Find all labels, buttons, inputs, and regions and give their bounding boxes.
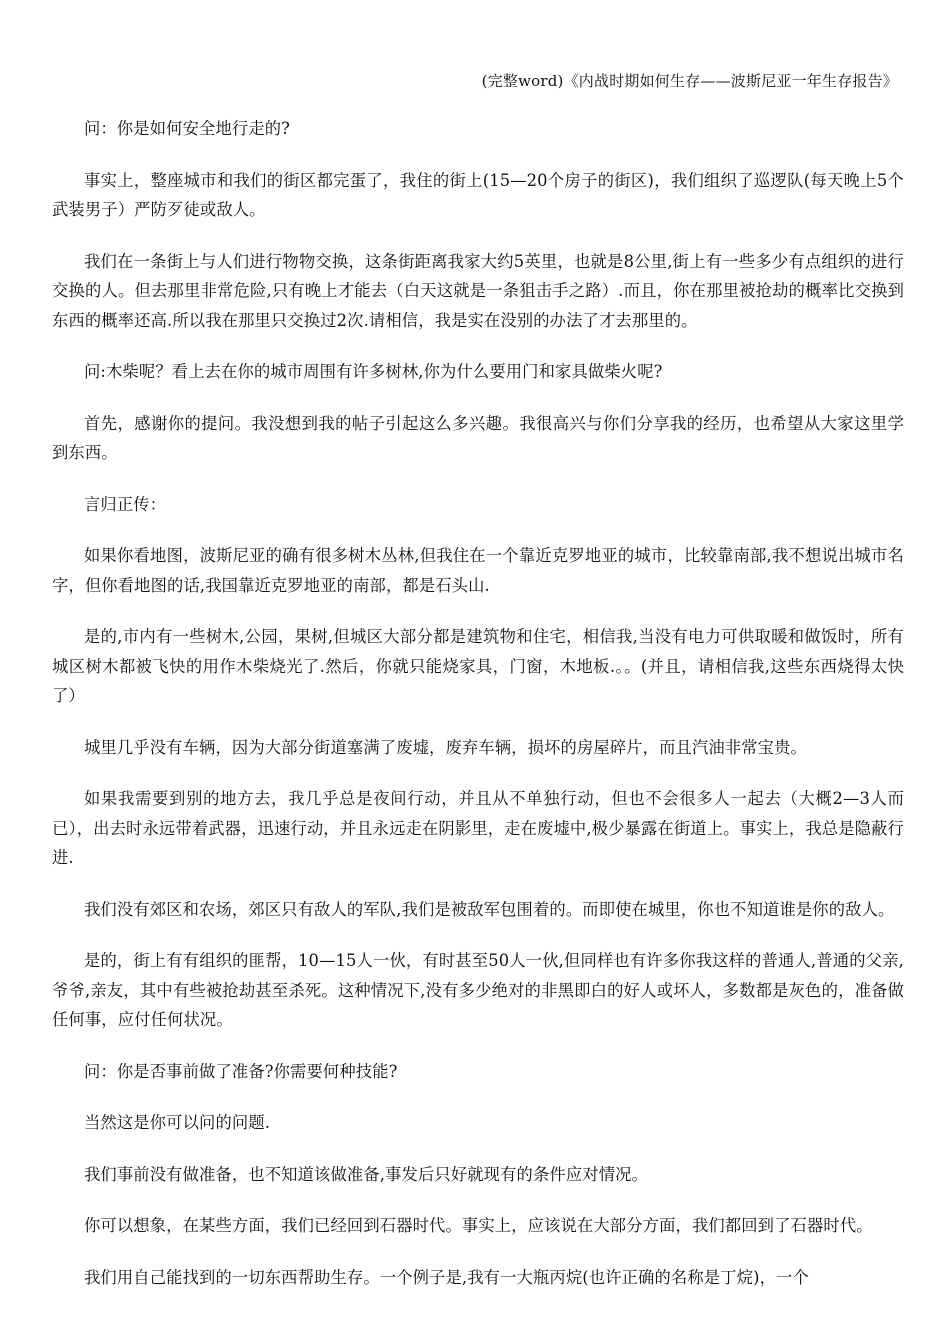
paragraph-15: 我们事前没有做准备，也不知道该做准备,事发后只好就现有的条件应对情况。: [84, 1164, 648, 1184]
paragraph-16: 你可以想象，在某些方面，我们已经回到石器时代。事实上，应该说在大部分方面，我们都回到了石器时代。: [84, 1216, 873, 1235]
paragraph-3: 我们在一条街上与人们进行物物交换，这条街距离我家大约5英里，也就是8公里,街上有一些多少有点组织的进行交换的人。但去那里非常危险,只有晚上才能去（白天这就是一条狙击手之路）.而且，你在那里被抢劫的概率比交换到东西的概率还高.所以我在那里只交换过2次.请相信，我是实在没别的办法了才去那里的。: [52, 251, 904, 330]
paragraph-4: 问:木柴呢？看上去在你的城市周围有许多树林,你为什么要用门和家具做柴火呢?: [84, 362, 663, 381]
paragraph-8: 是的,市内有一些树木,公园，果树,但城区大部分都是建筑物和住宅，相信我,当没有电力可供取暖和做饭时，所有城区树木都被飞快的用作木柴烧光了.然后，你就只能烧家具，门窗，木地板.。。(并且，请相信我,这些东西烧得太快了）: [52, 627, 904, 705]
paragraph-5: 首先，感谢你的提问。我没想到我的帖子引起这么多兴趣。我很高兴与你们分享我的经历，也希望从大家这里学到东西。: [52, 413, 904, 462]
paragraph-12: 是的，街上有有组织的匪帮，10—15人一伙，有时甚至50人一伙,但同样也有许多你我这样的普通人,普通的父亲,爷爷,亲友，其中有些被抢劫甚至杀死。这种情况下,没有多少绝对的非黑即白的好人或坏人，多数都是灰色的，准备做任何事，应付任何状况。: [52, 951, 904, 1029]
paragraph-9: 城里几乎没有车辆，因为大部分街道塞满了废墟，废弃车辆，损坏的房屋碎片，而且汽油非常宝贵。: [84, 737, 807, 757]
paragraph-1: 问：你是如何安全地行走的?: [84, 119, 291, 138]
document-body: [52, 114, 904, 1314]
paragraph-11: 我们没有郊区和农场，郊区只有敌人的军队,我们是被敌军包围着的。而即使在城里，你也不知道谁是你的敌人。: [84, 899, 895, 919]
paragraph-17: 我们用自己能找到的一切东西帮助生存。一个例子是,我有一大瓶丙烷(也许正确的名称是丁烷)，一个: [84, 1267, 809, 1287]
paragraph-14: 当然这是你可以问的问题.: [84, 1113, 271, 1132]
paragraph-6: 言归正传：: [84, 494, 167, 514]
paragraph-2: 事实上，整座城市和我们的街区都完蛋了，我住的街上(15—20个房子的街区)，我们组织了巡逻队(每天晚上5个武装男子）严防歹徒或敌人。: [52, 170, 904, 219]
page-header: (完整word)《内战时期如何生存——波斯尼亚一年生存报告》: [481, 72, 898, 90]
paragraph-7: 如果你看地图，波斯尼亚的确有很多树木丛林,但我住在一个靠近克罗地亚的城市，比较靠南部,我不想说出城市名字，但你看地图的话,我国靠近克罗地亚的南部，都是石头山.: [52, 546, 904, 595]
paragraph-10: 如果我需要到别的地方去，我几乎总是夜间行动，并且从不单独行动，但也不会很多人一起去（大概2—3人而已），出去时永远带着武器，迅速行动，并且永远走在阴影里，走在废墟中,极少暴露在街道上。事实上，我总是隐蔽行进.: [52, 789, 904, 867]
paragraph-13: 问：你是否事前做了准备?你需要何种技能?: [84, 1061, 398, 1081]
